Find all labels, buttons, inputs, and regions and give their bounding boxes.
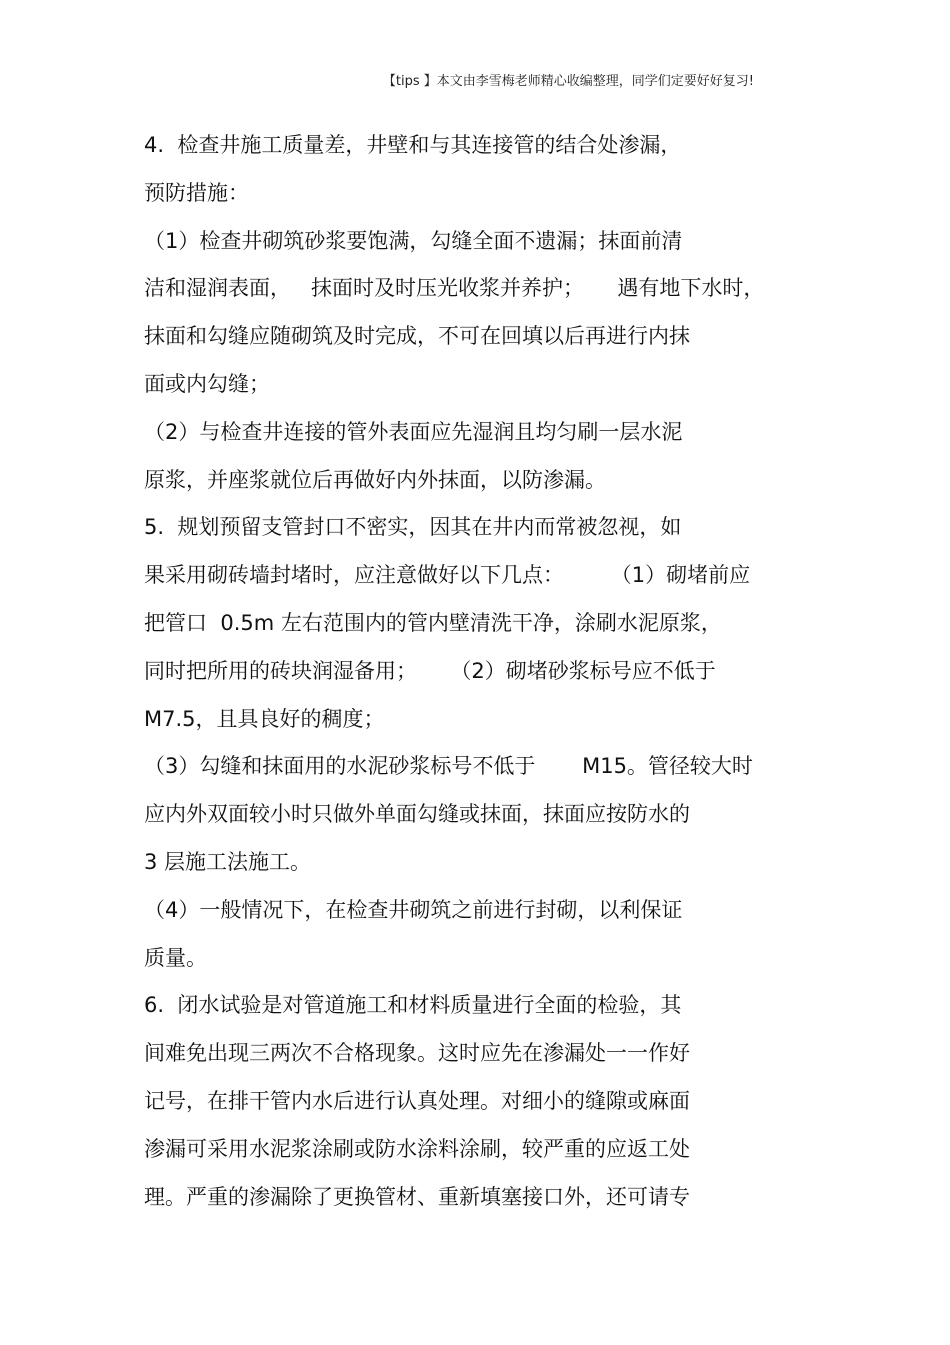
- text-line-4: 洁和湿润表面， 抹面时及时压光收浆并养护； 遇有地下水时，: [144, 276, 765, 301]
- text-line-18: 质量。: [144, 945, 207, 970]
- text-line-13: M7.5，且具良好的稠度；: [144, 706, 385, 731]
- text-line-12: 同时把所用的砖块润湿备用； （2）砌堵砂浆标号应不低于: [144, 658, 716, 683]
- text-line-23: 理。严重的渗漏除了更换管材、重新填塞接口外，还可请专: [144, 1184, 690, 1209]
- text-line-11: 把管口 0.5m 左右范围内的管内壁清洗干净，涂刷水泥原浆，: [144, 610, 722, 635]
- body-text: [144, 128, 844, 1227]
- text-line-17: （4）一般情况下，在检查井砌筑之前进行封砌，以利保证: [144, 897, 683, 922]
- text-line-2: 预防措施：: [144, 180, 249, 205]
- text-line-1: 4. 检查井施工质量差，井壁和与其连接管的结合处渗漏，: [144, 133, 682, 157]
- text-line-22: 渗漏可采用水泥浆涂刷或防水涂料涂刷，较严重的应返工处: [144, 1136, 690, 1161]
- text-line-7: （2）与检查井连接的管外表面应先湿润且均匀刷一层水泥: [144, 419, 683, 444]
- text-line-19: 6. 闭水试验是对管道施工和材料质量进行全面的检验，其: [144, 993, 682, 1018]
- text-line-9: 5. 规划预留支管封口不密实，因其在井内而常被忽视，如: [144, 515, 682, 540]
- text-line-8: 原浆，并座浆就位后再做好内外抹面，以防渗漏。: [144, 467, 606, 492]
- header-tips-note: 【tips 】本文由李雪梅老师精心收编整理，同学们定要好好复习!: [382, 74, 754, 89]
- text-line-20: 间难免出现三两次不合格现象。这时应先在渗漏处一一作好: [144, 1041, 690, 1066]
- text-line-14: （3）勾缝和抹面用的水泥砂浆标号不低于 M15。管径较大时: [144, 754, 753, 779]
- text-line-16: 3 层施工法施工。: [144, 849, 312, 874]
- text-line-21: 记号，在排干管内水后进行认真处理。对细小的缝隙或麻面: [144, 1088, 690, 1113]
- text-line-15: 应内外双面较小时只做外单面勾缝或抹面，抹面应按防水的: [144, 802, 690, 827]
- text-line-6: 面或内勾缝；: [144, 371, 270, 396]
- text-line-5: 抹面和勾缝应随砌筑及时完成，不可在回填以后再进行内抹: [144, 324, 690, 349]
- text-line-3: （1）检查井砌筑砂浆要饱满，勾缝全面不遗漏；抹面前清: [144, 228, 683, 253]
- text-line-10: 果采用砌砖墙封堵时，应注意做好以下几点： （1）砌堵前应: [144, 563, 751, 588]
